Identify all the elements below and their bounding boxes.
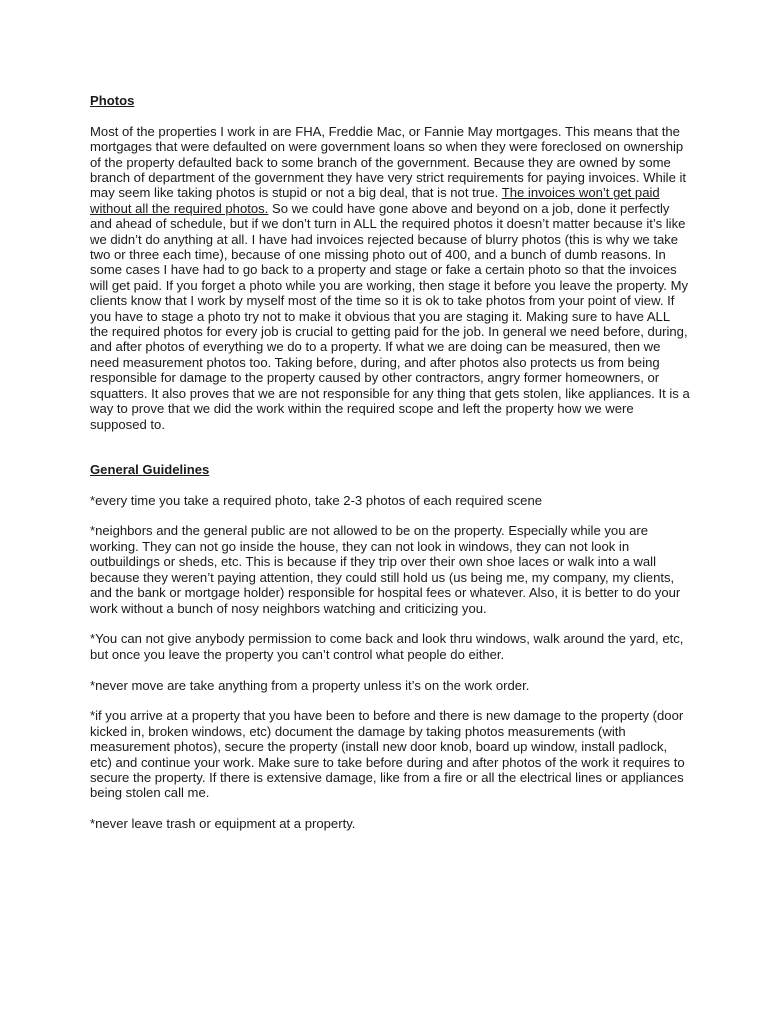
spacer [90,432,690,462]
photos-paragraph-text-1: Most of the properties I work in are FHA, Freddie Mac, or Fannie May mortgages. This means that the mortgages that were defaulted on were government loans so when they were foreclosed on ownership of the property defaulted back to some branch of the government. Because they are owned by some branch of department of the government they have very strict requirements for paying invoices. While it may seem like taking photos is stupid or not a big deal, that is not true. [90,123,687,201]
spacer [90,108,690,123]
spacer [90,477,690,492]
photos-paragraph-underlined: The invoices won’t get paid without all the required photos. [90,185,660,216]
guideline-item: *never move are take anything from a property unless it’s on the work order. [90,677,530,693]
guideline-item: *if you arrive at a property that you have been to before and there is new damage to the property (door kicked in, broken windows, etc) document the damage by taking photos measurements (with measurement photos), secure the property (install new door knob, board up window, install padlock, etc) and continue your work. Make sure to take before during and after photos of the work it requires to secure the property. If there is extensive damage, like from a fire or all the electrical lines or appliances being stolen call me. [90,708,685,801]
photos-paragraph [90,124,690,432]
guidelines-heading: General Guidelines [90,461,210,477]
guideline-item: *You can not give anybody permission to come back and look thru windows, walk around the yard, etc, but once you leave the property you can’t control what people do either. [90,631,684,662]
spacer [90,693,690,708]
photos-paragraph-text-2: So we could have gone above and beyond on a job, done it perfectly and ahead of schedule, but if we don’t turn in ALL the required photos it doesn’t matter because it’s like we didn’t do anything at all. I have had invoices rejected because of blurry photos (this is why we take two or three each time), because of one missing photo out of 400, and a bunch of dumb reasons. In some cases I have had to go back to a property and stage or fake a certain photo so that the invoices will get paid. If you forget a photo while you are working, then stage it before you leave the property. My clients know that I work by myself most of the time so it is ok to take photos from your point of view. If you have to stage a photo try not to make it obvious that you are staging it. Making sure to have ALL the required photos for every job is crucial to getting paid for the job. In general we need before, during, and after photos of everything we do to a property. If what we are doing can be measured, then we need measurement photos too. Taking before, during, and after photos also protects us from being responsible for damage to the property caused by other contractors, angry former homeowners, or squatters. It also proves that we are not responsible for any thing that gets stolen, like appliances. It is a way to prove that we did the work within the required scope and left the property how we were supposed to. [90,200,690,432]
document-page [90,93,690,832]
spacer [90,508,690,523]
guideline-item: *every time you take a required photo, take 2-3 photos of each required scene [90,492,543,508]
guideline-item: *never leave trash or equipment at a property. [90,816,356,832]
photos-heading: Photos [90,93,135,108]
spacer [90,801,690,816]
spacer [90,662,690,677]
guideline-item: *neighbors and the general public are not allowed to be on the property. Especially while you are working. They can not go inside the house, they can not look in windows, they can not look in outbuildings or sheds, etc. This is because if they trip over their own shoe laces or walk into a wall because they weren’t paying attention, they could still hold us (us being me, my company, my clients, and the bank or mortgage holder) responsible for hospital fees or whatever. Also, it is better to do your work without a bunch of nosy neighbors watching and criticizing you. [90,523,681,616]
spacer [90,616,690,631]
